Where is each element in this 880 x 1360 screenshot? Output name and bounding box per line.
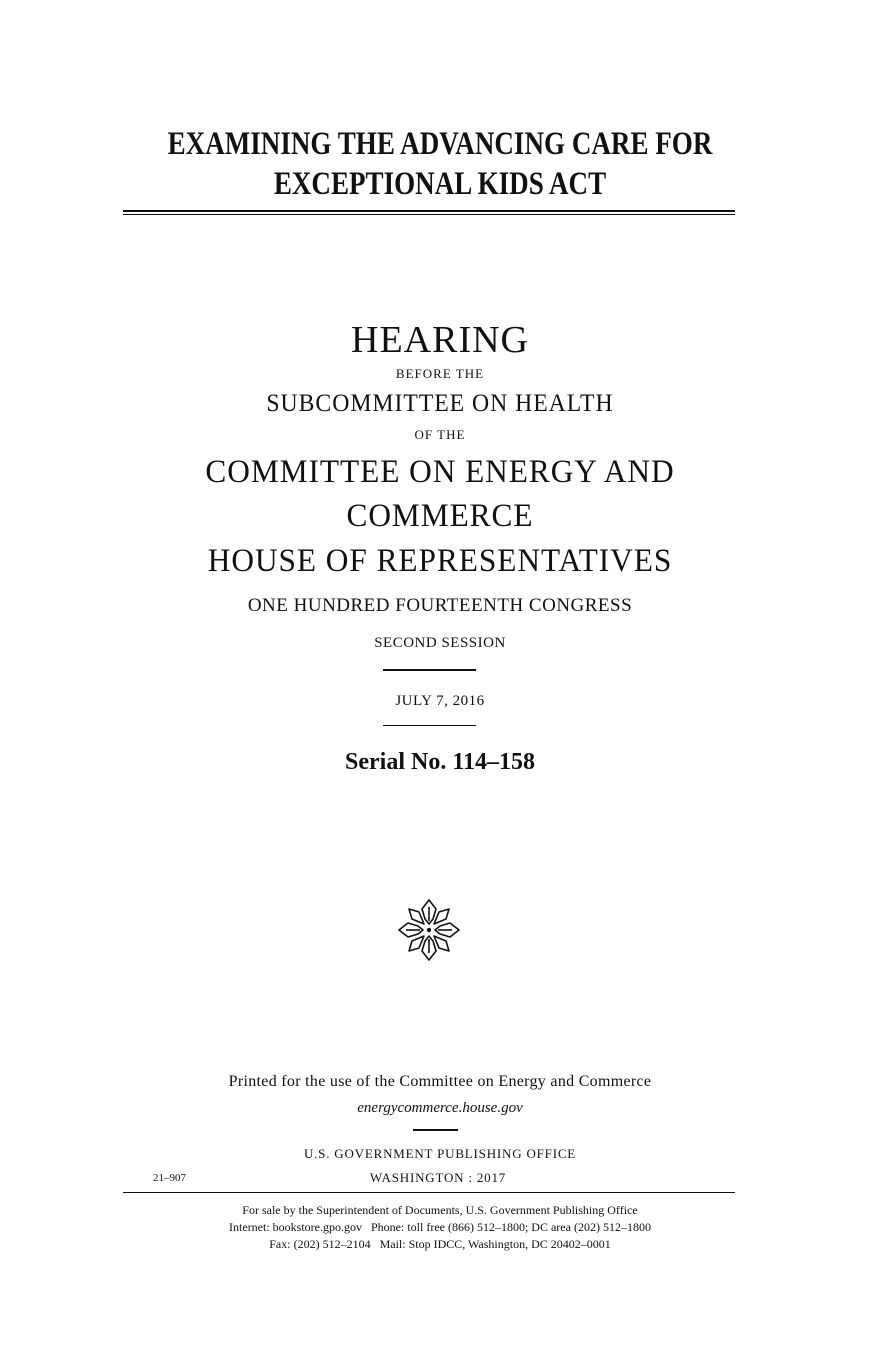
document-title-line-1: EXAMINING THE ADVANCING CARE FOR (167, 126, 713, 162)
hearing-date: JULY 7, 2016 (395, 693, 485, 709)
committee-name-line-1: COMMITTEE ON ENERGY AND (205, 454, 675, 490)
footer-sale-line: For sale by the Superintendent of Documents, U.S. Government Publishing Office (242, 1203, 638, 1217)
footer-rule (123, 1192, 735, 1193)
of-the-label: OF THE (414, 427, 466, 442)
committee-website: energycommerce.house.gov (357, 1100, 523, 1116)
session-label: SECOND SESSION (374, 635, 506, 651)
title-rule-top (123, 210, 735, 212)
publishing-office: U.S. GOVERNMENT PUBLISHING OFFICE (303, 1146, 577, 1161)
house-of-representatives: HOUSE OF REPRESENTATIVES (207, 543, 673, 579)
serial-number: Serial No. 114–158 (345, 749, 535, 775)
subcommittee-name: SUBCOMMITTEE ON HEALTH (266, 390, 614, 417)
footer-contact-line: Internet: bookstore.gpo.gov Phone: toll free (866) 512–1800; DC area (202) 512–1800 (229, 1220, 651, 1234)
document-title-line-2: EXCEPTIONAL KIDS ACT (273, 166, 607, 202)
gpo-ornament-icon (397, 897, 461, 963)
title-rule-bottom (123, 214, 735, 215)
committee-name-line-2: COMMERCE (346, 498, 534, 534)
before-the-label: BEFORE THE (395, 366, 485, 381)
publication-location: WASHINGTON : 2017 (369, 1170, 507, 1185)
date-rule-bottom (383, 725, 476, 726)
printed-for-note: Printed for the use of the Committee on Energy and Commerce (228, 1073, 652, 1090)
footer-fax-line: Fax: (202) 512–2104 Mail: Stop IDCC, Washington, DC 20402–0001 (269, 1237, 611, 1251)
hearing-heading: HEARING (351, 319, 529, 361)
website-rule (413, 1129, 458, 1131)
document-number: 21–907 (153, 1172, 186, 1184)
date-rule-top (383, 669, 476, 671)
congress-label: ONE HUNDRED FOURTEENTH CONGRESS (247, 595, 633, 616)
